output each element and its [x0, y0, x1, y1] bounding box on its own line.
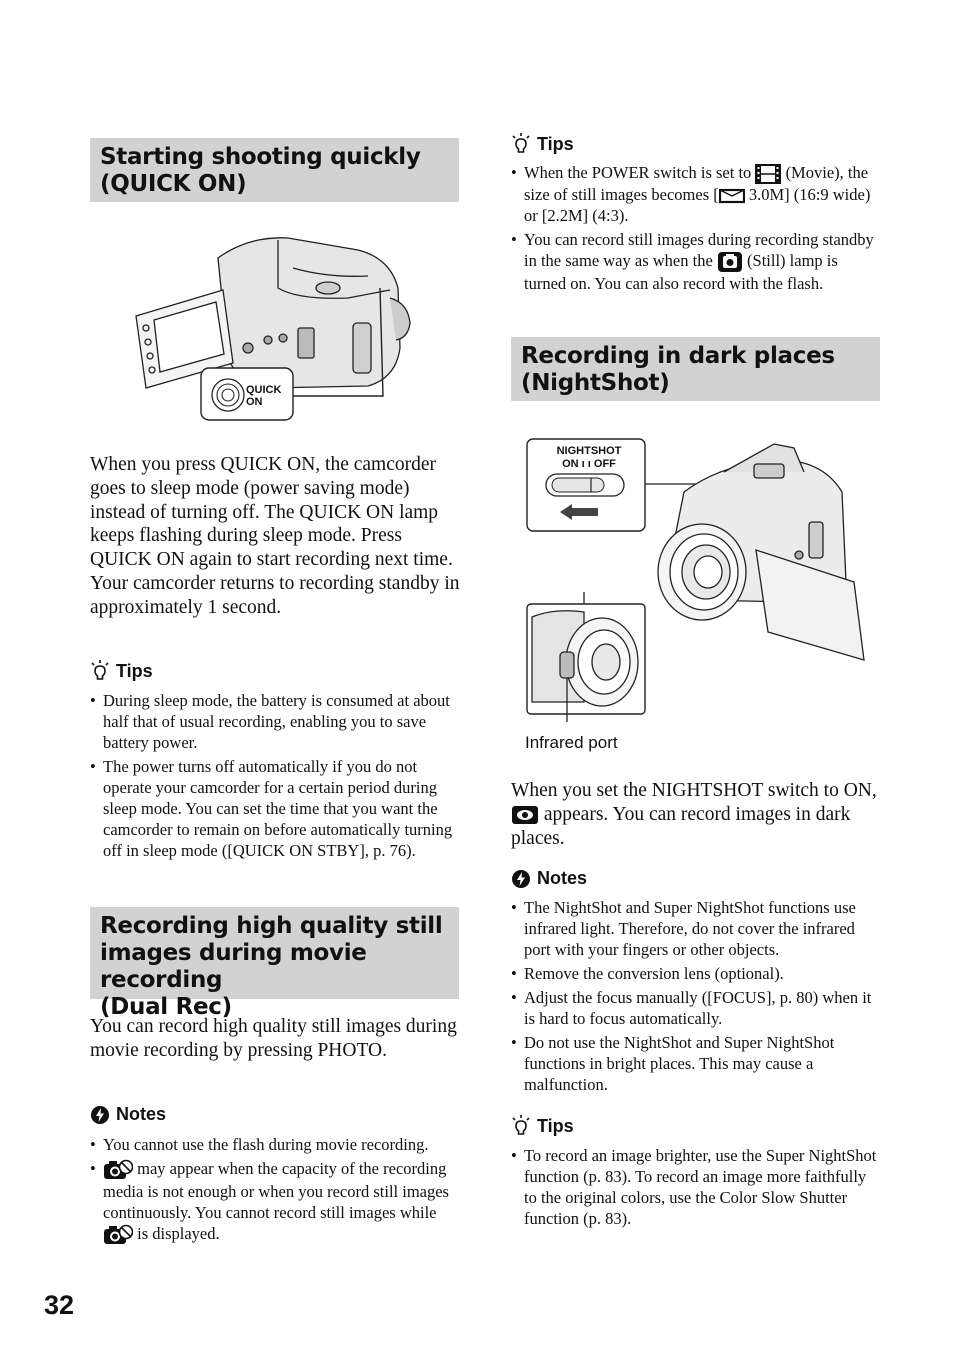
tip-bulb-icon: [511, 133, 531, 155]
nightshot-tips-list: [511, 1145, 881, 1232]
list-item: • When the POWER switch is set to (Movie), the size of still images becomes [ 3.0M] (16:9 wide) or [2.2M] (4:3).: [511, 162, 881, 226]
list-item: • The power turns off automatically if you do not operate your camcorder for a certain period during sleep mode. You can set the time that you want the camcorder to remain on before automatically turning off in sleep mode ([QUICK ON STBY], p. 76).: [90, 756, 458, 861]
list-item: • may appear when the capacity of the recording media is not enough or when you record still images continuously. You cannot record still images while is displayed.: [90, 1158, 458, 1246]
nightshot-notes-list: [511, 897, 881, 1098]
wide-aspect-icon: [719, 188, 745, 204]
nightshot-eye-icon: [511, 805, 539, 825]
page-number: 32: [44, 1290, 75, 1320]
list-item: • During sleep mode, the battery is consumed at about half that of usual recording, enabling you to save battery power.: [90, 690, 458, 753]
dual-rec-heading: Recording high quality still images during movie recording (Dual Rec): [90, 907, 459, 999]
still-warning-icon: [103, 1224, 133, 1246]
nightshot-heading: Recording in dark places (NightShot): [511, 337, 880, 401]
list-item: • The NightShot and Super NightShot functions use infrared light. Therefore, do not cover the infrared port with your fingers or other objects.: [511, 897, 881, 960]
notes-icon: [511, 869, 531, 889]
still-warning-icon: [103, 1159, 133, 1181]
movie-tips-list: [511, 162, 881, 297]
movie-film-icon: [755, 164, 781, 184]
quick-on-tips-list: [90, 690, 458, 864]
infrared-port-caption: Infrared port: [525, 733, 618, 752]
nightshot-switch-labels: NIGHTSHOT ON ı ı OFF: [556, 445, 622, 470]
quick-on-body: When you press QUICK ON, the camcorder goes to sleep mode (power saving mode) instead of turning off. The QUICK ON lamp keeps flashing during sleep mode. Press QUICK ON again to start recording next time. Your camcorder returns to recording standby in approximately 1 second.: [90, 454, 460, 618]
dual-rec-body: You can record high quality still images during movie recording by pressing PHOTO.: [90, 1016, 457, 1061]
notes-icon: [90, 1105, 110, 1125]
dual-rec-notes-list: [90, 1134, 458, 1249]
list-item: • You can record still images during recording standby in the same way as when the (Still) lamp is turned on. You can also record with the flash.: [511, 229, 881, 294]
quick-on-button-label: QUICK ON: [246, 384, 282, 408]
list-item: • To record an image brighter, use the Super NightShot function (p. 83). To record an image more faithfully to the original colors, use the Color Slow Shutter function (p. 83).: [511, 1145, 881, 1229]
list-item: • Adjust the focus manually ([FOCUS], p. 80) when it is hard to focus automatically.: [511, 987, 881, 1029]
quick-on-heading: Starting shooting quickly (QUICK ON): [90, 138, 459, 202]
nightshot-notes-heading: Notes: [511, 868, 587, 889]
still-camera-icon: [717, 251, 743, 273]
quick-on-tips-heading: Tips: [90, 660, 153, 682]
dual-rec-notes-heading: Notes: [90, 1104, 166, 1125]
list-item: • Remove the conversion lens (optional).: [511, 963, 881, 984]
tip-bulb-icon: [90, 660, 110, 682]
nightshot-tips-heading: Tips: [511, 1115, 574, 1137]
movie-tips-heading: Tips: [511, 133, 574, 155]
nightshot-body: When you set the NIGHTSHOT switch to ON, appears. You can record images in dark places.: [511, 780, 877, 849]
list-item: • Do not use the NightShot and Super NightShot functions in bright places. This may cause a malfunction.: [511, 1032, 881, 1095]
tip-bulb-icon: [511, 1115, 531, 1137]
list-item: • You cannot use the flash during movie recording.: [90, 1134, 458, 1155]
camcorder-nightshot-illustration: [524, 432, 874, 722]
